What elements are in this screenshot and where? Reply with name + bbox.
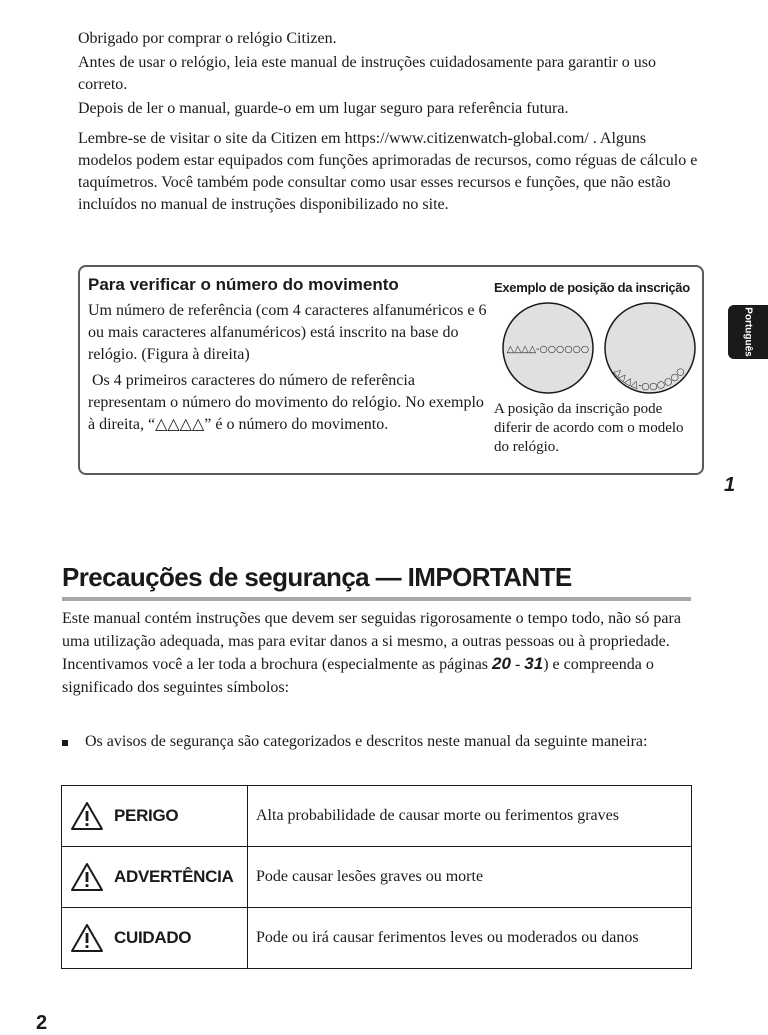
intro-thanks: Obrigado por comprar o relógio Citizen.: [78, 30, 337, 47]
page-ref-from: 20: [492, 654, 511, 673]
safety-bullet: [62, 731, 692, 753]
page-number-bottom: 2: [36, 1012, 48, 1034]
intro-read-manual: Antes de usar o relógio, leia este manual de instruções cuidadosamente para garantir o uso correto.: [78, 54, 657, 93]
figure-title: Exemplo de posição da inscrição: [494, 280, 690, 295]
intro-keep-manual: Depois de ler o manual, guarde-o em um lugar seguro para referência futura.: [78, 100, 569, 117]
symbol-cell: [62, 847, 248, 908]
safety-intro: [62, 608, 692, 699]
warning-triangle-icon: [70, 801, 104, 831]
inscription-straight: △△△△-○○○○○○: [506, 344, 590, 355]
warning-triangle-icon: [70, 923, 104, 953]
safety-intro-text: Este manual contém instruções que devem ser seguidas rigorosamente o tempo todo, não só para uma utilização adequada, mas para evitar danos a si mesmo, a outras pessoas ou à propriedade. Incentivamos você a ler toda a brochura (especialmente as páginas: [62, 610, 681, 673]
symbol-label: PERIGO: [114, 806, 179, 825]
table-row: [62, 786, 692, 847]
symbol-cell: [62, 786, 248, 847]
bullet-square: [62, 740, 68, 746]
intro-section: [78, 28, 698, 216]
symbol-description: Pode ou irá causar ferimentos leves ou moderados ou danos: [248, 908, 692, 969]
language-tab-label: Português: [742, 307, 754, 357]
safety-intro-text-end: ) e compreenda o significado dos seguintes símbolos:: [62, 656, 654, 696]
title-underline: [62, 597, 691, 601]
safety-symbol-table: [61, 785, 692, 969]
symbol-label: CUIDADO: [114, 928, 192, 947]
symbol-label: ADVERTÊNCIA: [114, 867, 234, 886]
symbol-description: Pode causar lesões graves ou morte: [248, 847, 692, 908]
page-ref-sep: -: [510, 656, 525, 673]
movement-box-text: [88, 300, 488, 436]
symbol-description: Alta probabilidade de causar morte ou ferimentos graves: [248, 786, 692, 847]
table-row: [62, 908, 692, 969]
language-tab: [728, 305, 768, 359]
inscription-figure: [500, 300, 700, 400]
intro-website: Lembre-se de visitar o site da Citizen em https://www.citizenwatch-global.com/ . Alguns modelos podem estar equipados com funções aprimoradas de recursos, como réguas de cálculo e taquímetros. Você também pode consultar como usar esses recursos e funções, que não estão incluídos no manual de instruções disponibilizado no site.: [78, 130, 698, 213]
safety-bullet-text: Os avisos de segurança são categorizados e descritos neste manual da seguinte maneira:: [85, 733, 648, 750]
movement-box-title: Para verificar o número do movimento: [88, 275, 399, 294]
symbol-cell: [62, 908, 248, 969]
table-row: [62, 847, 692, 908]
figure-note: A posição da inscrição pode diferir de acordo com o modelo do relógio.: [494, 401, 684, 455]
safety-title: Precauções de segurança — IMPORTANTE: [62, 562, 572, 592]
movement-box-p2: Os 4 primeiros caracteres do número de referência representam o número do movimento do relógio. No exemplo à direita, “△△△△” é o número do movimento.: [88, 372, 488, 433]
warning-triangle-icon: [70, 862, 104, 892]
movement-box-p1: Um número de referência (com 4 caracteres alfanuméricos e 6 ou mais caracteres alfanuméricos) está inscrito na base do relógio. (Figura à direita): [88, 302, 487, 363]
page-number-top: 1: [724, 474, 736, 496]
inscription-curved-path: △△△△-○○○○○○: [611, 365, 688, 393]
page-ref-to: 31: [524, 654, 544, 673]
